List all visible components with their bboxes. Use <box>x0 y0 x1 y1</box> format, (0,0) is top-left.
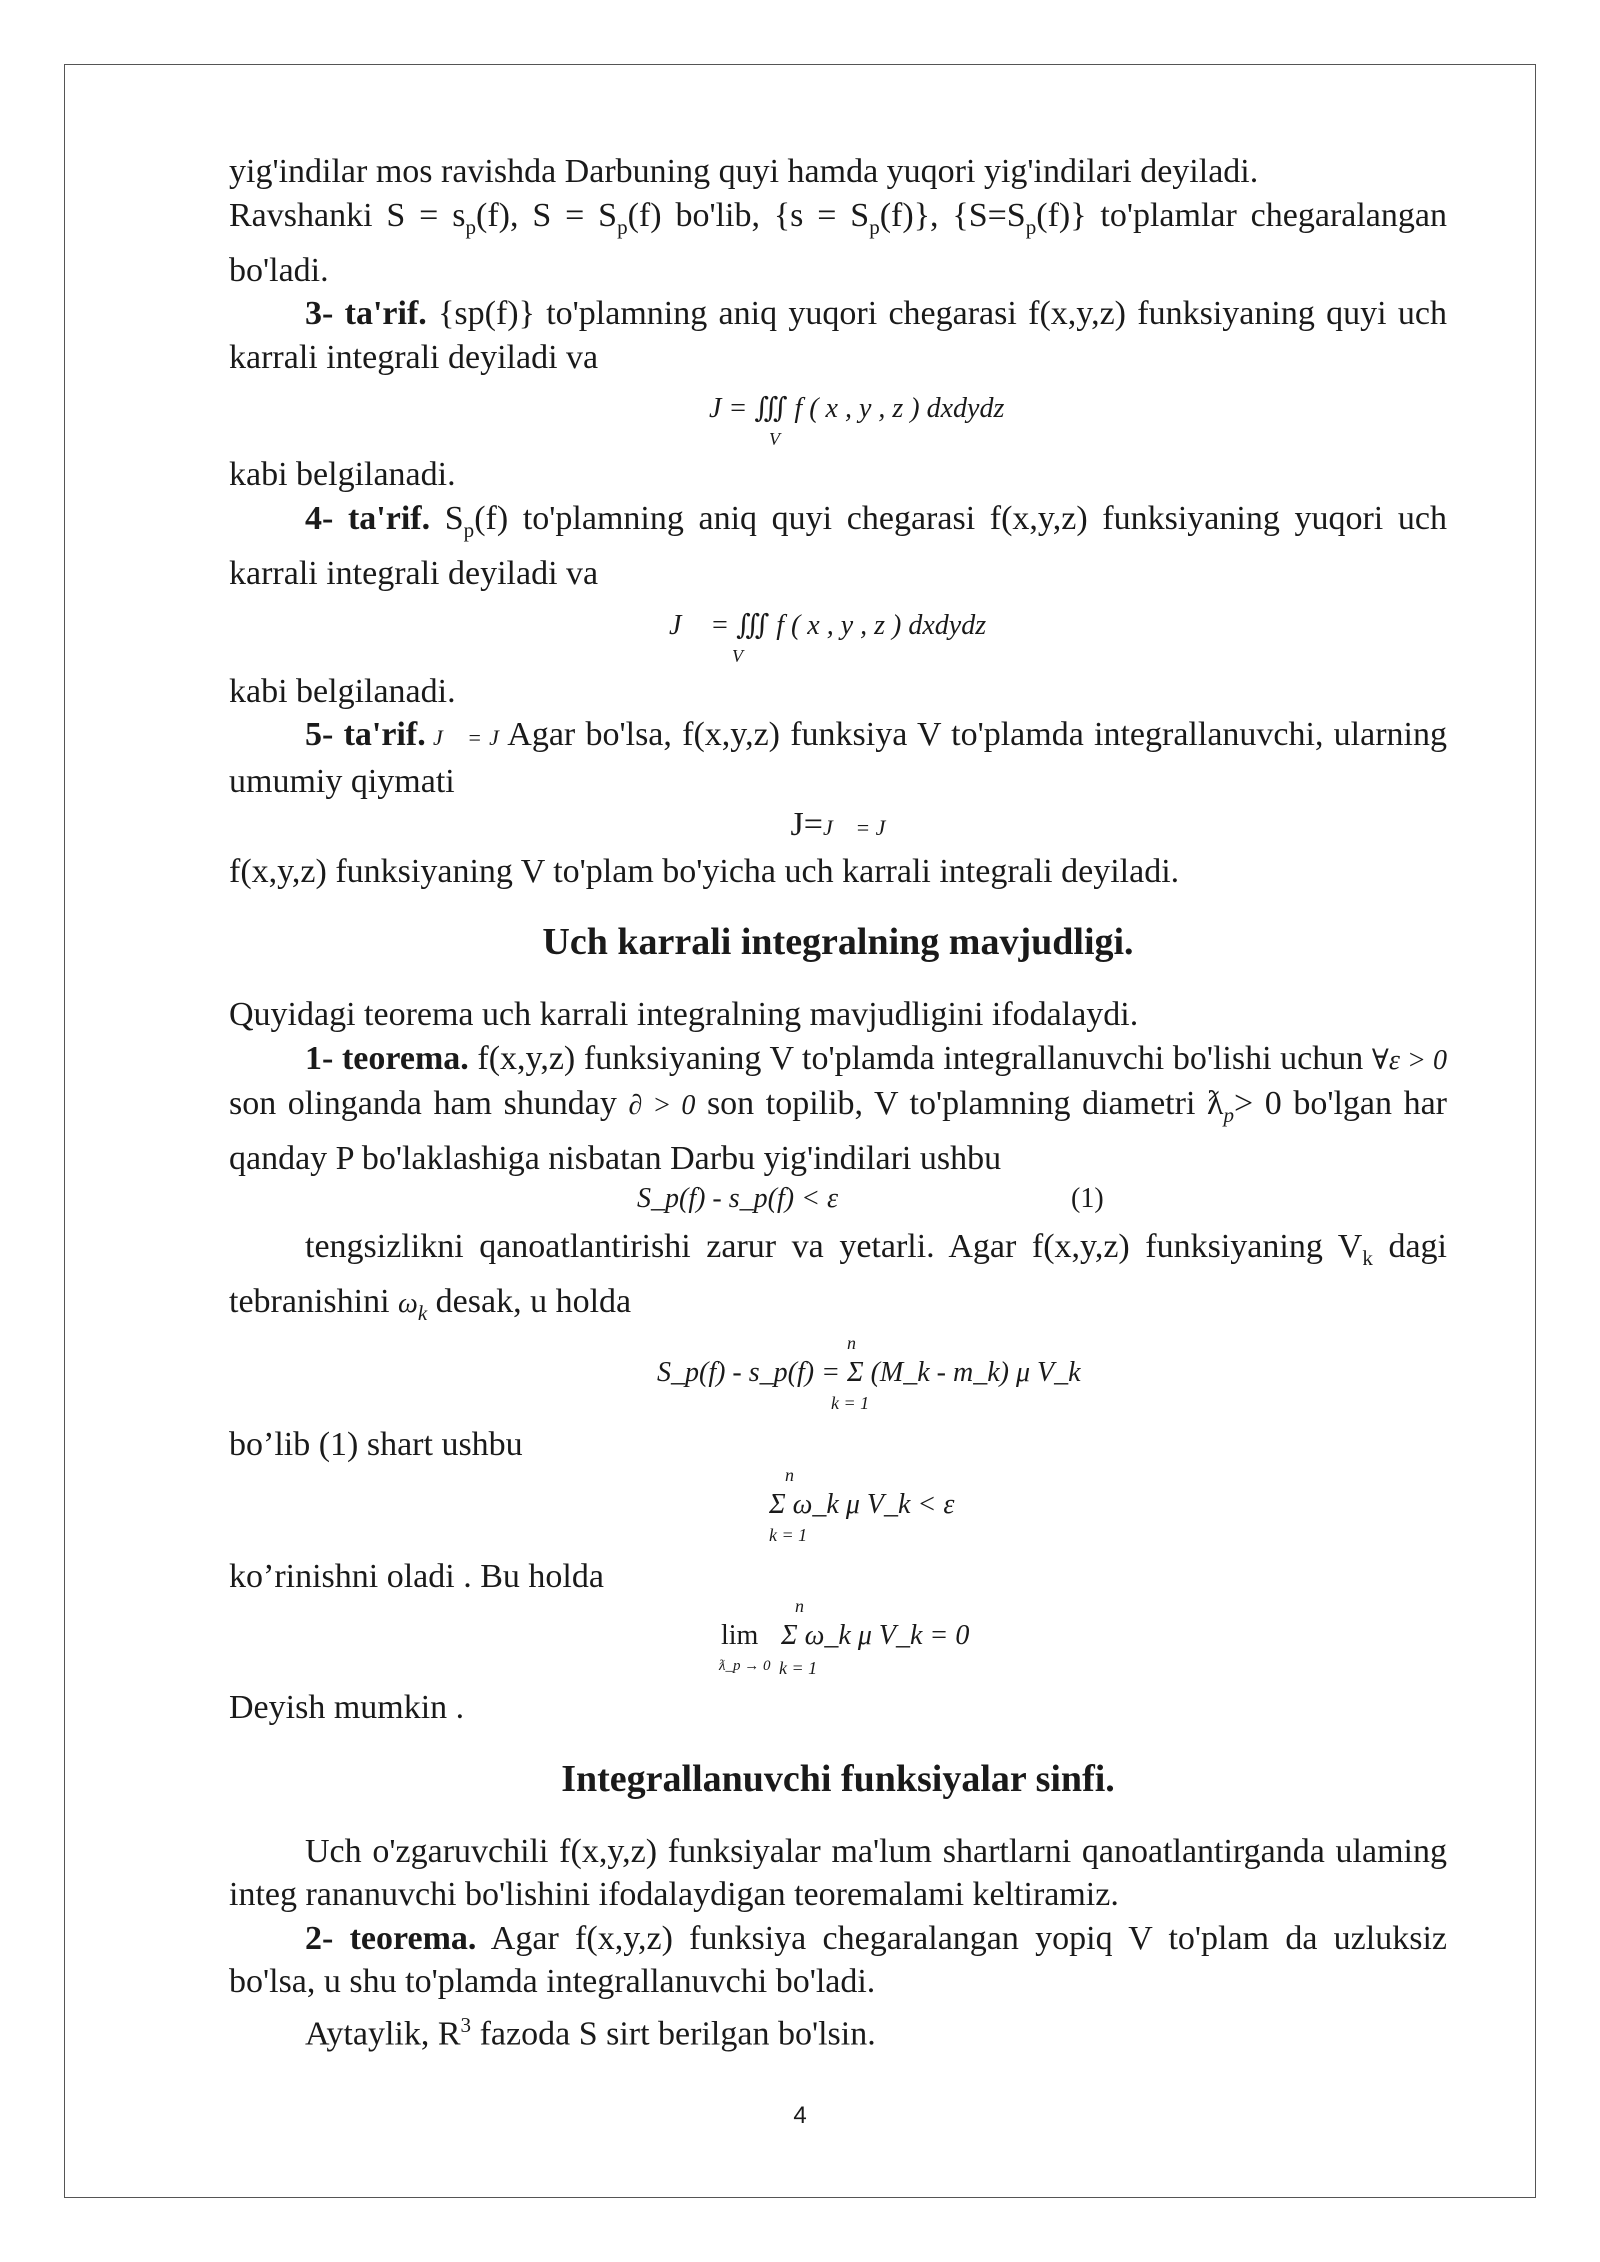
formula-darboux-inequality: S_p(f) - s_p(f) < ε (1) <box>637 1182 1104 1214</box>
paragraph: ko’rinishni oladi . Bu holda <box>229 1557 604 1595</box>
paragraph: Ravshanki $S = s_p(f)$, $S = S_p(f)$ bo'lib, $\{s = S_p(f)\}$, $\{S=S_p(f)\}$ to'plamlar chegaralangan bo'ladi. <box>229 196 1447 289</box>
definition-5: 5- ta'rif. J⃗ = J Agar bo'lsa, f(x,y,z) funksiya V to'plamda integrallanuvchi, ularning umumiy qiymati <box>229 716 1447 800</box>
paragraph: yig'indilar mos ravishda Darbuning quyi hamda yuqori yig'indilari deyiladi. <box>229 153 1259 190</box>
paragraph: tengsizlikni qanoatlantirishi zarur va yetarli. Agar f(x,y,z) funksiyaning $V_k$ dagi tebranishini $\omega_k$ desak, u holda <box>229 1227 1447 1325</box>
theorem-2: 2- teorema. Agar f(x,y,z) funksiya chegaralangan yopiq V to'plam da uzluksiz bo'lsa, u shu to'plamda integrallanuvchi bo'ladi. <box>229 1919 1447 2001</box>
paragraph: kabi belgilanadi. <box>229 456 456 494</box>
paragraph: kabi belgilanadi. <box>229 672 456 710</box>
paragraph: Deyish mumkin . <box>229 1689 465 1727</box>
paragraph: Aytaylik, $R^3$ fazoda S sirt berilgan bo'lsin. <box>305 2012 876 2053</box>
definition-3: 3- ta'rif. {sp(f)} to'plamning aniq yuqori chegarasi f(x,y,z) funksiyaning quyi uch karrali integrali deyiladi va <box>229 295 1447 376</box>
page-number: 4 <box>793 2102 807 2129</box>
paragraph: Quyidagi teorema uch karrali integralning mavjudligini ifodalaydi. <box>229 996 1139 1034</box>
formula-limit: n lim Σ ω_k μ V_k = 0 ƛ_p → 0 k = 1 <box>719 1596 970 1679</box>
formula-oscillation-sum: n S_p(f) - s_p(f) = Σ (M_k - m_k) μ V_k k = 1 <box>657 1333 1081 1414</box>
formula-equality: J=J⃗ = J <box>790 806 886 844</box>
section-heading: Uch karrali integralning mavjudligi. <box>542 921 1134 964</box>
definition-4: 4- ta'rif. $S_p(f)$ to'plamning aniq quyi chegarasi f(x,y,z) funksiyaning yuqori uch karrali integrali deyiladi va <box>229 499 1447 593</box>
paragraph: f(x,y,z) funksiyaning V to'plam bo'yicha uch karrali integrali deyiladi. <box>229 852 1180 890</box>
paragraph: bo’lib (1) shart ushbu <box>229 1426 523 1464</box>
theorem-1: 1- teorema. f(x,y,z) funksiyaning V to'plamda integrallanuvchi bo'lishi uchun ∀ε > 0 son olinganda ham shunday ∂ > 0 son topilib, V to'plamning diametri $ƛ_p> 0$ bo'lgan har qanday P bo'laklashiga nisbatan Darbu yig'indilari ushbu <box>229 1039 1448 1178</box>
paragraph: Uch o'zgaruvchili f(x,y,z) funksiyalar ma'lum shartlarni qanoatlantirganda ulaming integ rananuvchi bo'lishini ifodalaydigan teoremalami keltiramiz. <box>229 1832 1447 1914</box>
formula-upper-integral: J⃗ = ∭ f ( x , y , z ) dxdydz V <box>669 609 987 666</box>
document-body <box>229 150 1447 2056</box>
section-heading: Integrallanuvchi funksiyalar sinfi. <box>561 1757 1115 1800</box>
formula-lower-integral: J = ∭ f ( x , y , z ) dxdydz V <box>709 393 1005 450</box>
formula-condition: n Σ ω_k μ V_k < ε k = 1 <box>769 1464 955 1545</box>
